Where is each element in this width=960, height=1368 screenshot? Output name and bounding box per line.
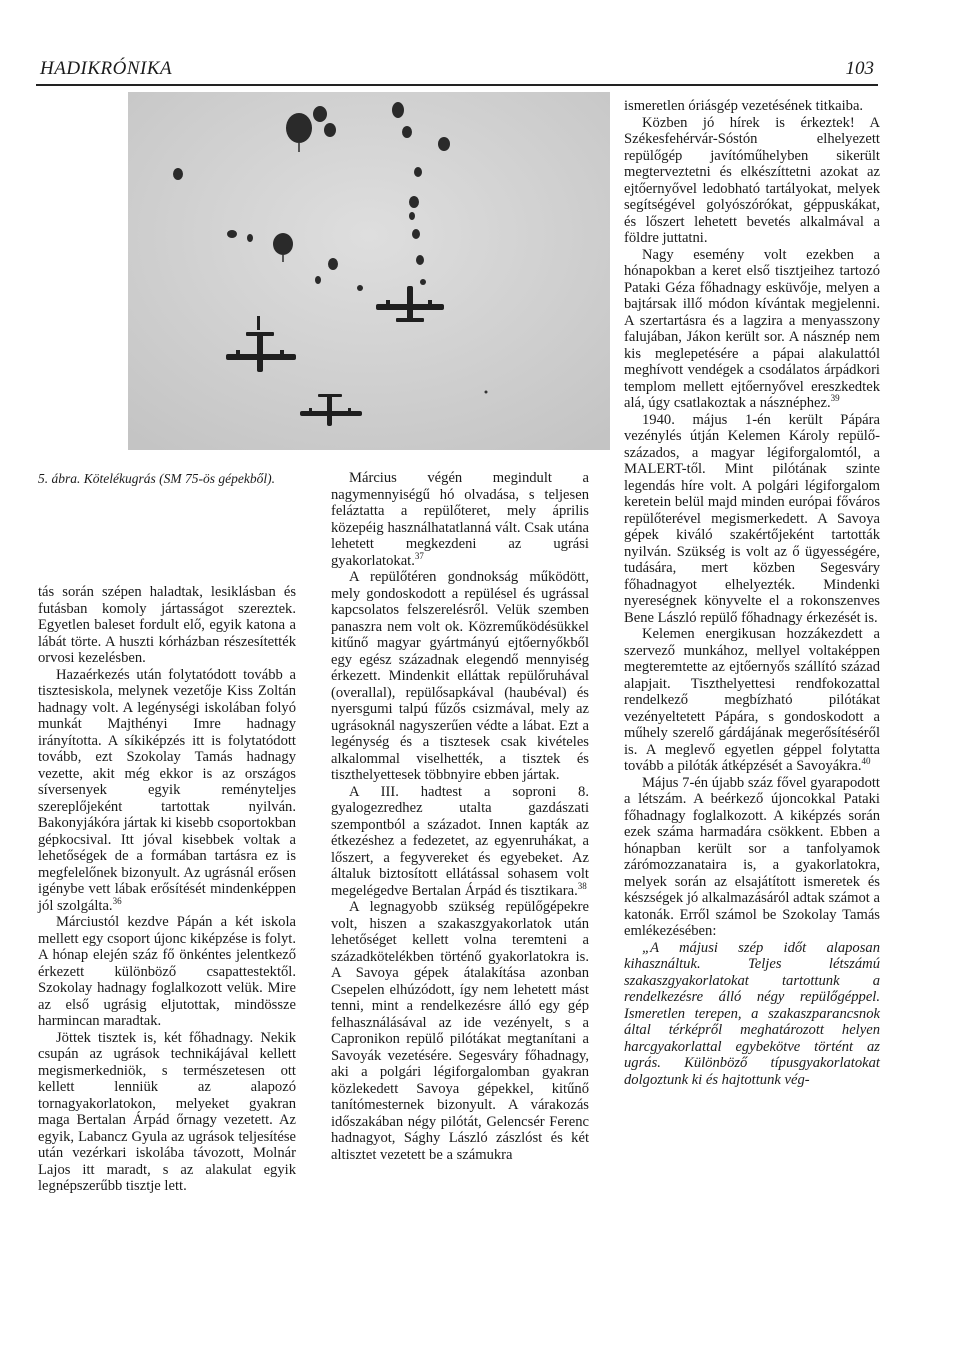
parachute-canopy bbox=[438, 137, 450, 151]
parachute-canopy bbox=[328, 258, 338, 270]
paragraph: Nagy esemény volt ezekben a hónapokban a keret első tisztjeihez tartozó Pataki Géza főhadnagy esküvője, melyen a bajtársak illő módon kívántak megjelenni. A szertartásra és a lagzira a menyasszony falujában, Jákon került sor. A násznép nem kis meglepetésére a pápai alakulattól meghívott vendégek a csodálatos árpádkori templom mellett ejtőernyővel ereszkedtek alá, úgy csatlakoztak a násznéphez.$^{39}$ bbox=[624, 246, 880, 411]
parachute-canopy bbox=[357, 285, 363, 291]
paragraph: Március végén megindult a nagymennyiségű hó olvadása, s teljesen feláztatta a repülőteret, mely április közepéig használhatatlanná vált. Csak utána lehetett megkezdeni az ugrási gyakorlatokat.$^{37}$ bbox=[331, 470, 589, 569]
footnote-ref-37: 37 bbox=[414, 550, 424, 561]
footnote-ref-36: 36 bbox=[112, 895, 122, 906]
text-column-1 bbox=[38, 584, 296, 1195]
page-number: 103 bbox=[845, 58, 874, 79]
parachute-canopy bbox=[286, 113, 312, 143]
photo-illustration bbox=[128, 92, 610, 450]
footnote-ref-39: 39 bbox=[830, 393, 840, 404]
text-column-3 bbox=[624, 98, 880, 1088]
paragraph: Jöttek tisztek is, két főhadnagy. Nekik csupán az ugrások technikájával kellett megismerkedniök, s természetesen ott kellett lenniük az alapozó tornagyakorlatokon, melyeket gyakran maga Bertalan Árpád őrnagy vezetett. Az egyik, Labancz Gyula az ugrások teljesítése után vezérkari iskolába távozott, Molnár Lajos itt maradt, s az alakulat egyik legnépszerűbb tisztje lett. bbox=[38, 1029, 296, 1194]
figure-caption: 5. ábra. Kötelékugrás (SM 75-ös gépekből). bbox=[38, 471, 275, 486]
paragraph: Közben jó hírek is érkeztek! A Székesfehérvár-Sóstón elhelyezett repülőgép javítóműhelyben sikerült megterveztetni és elkészíttetni azokat az ejtőernyővel ledobható tartályokat, melyek segítségével golyószórókat, géppuskákat, és lőszert lehetett bevetés alkalmával a földre juttatni. bbox=[624, 114, 880, 246]
parachute-canopy bbox=[409, 196, 419, 208]
paragraph: A legnagyobb szükség repülőgépekre volt, hiszen a szakaszgyakorlatok után lehetőséget kellett volna teremteni a századkötelékben történő gyakorlatokra is. A Savoya gépek átalakítása azonban Csepelen elhúzódott, így nem lehetett mást tenni, mint a rendelkezésre álló egy gép felhasználásával az ide vezényelt, s a Capronikon repülő pilótákat megtanítani a Savoyák vezetésére. Segesváry főhadnagy, aki a polgári légiforgalomban gyakran közlekedett Savoya gépekkel, kitűnő tanítómesternek bizonyult. A várakozás időszakában négy pilótát, Gelencsér Ferenc hadnagyot, Sághy László zászlóst és két altisztet vezetett be a számukra bbox=[331, 899, 589, 1163]
paragraph: Május 7-én újabb száz fővel gyarapodott a létszám. A beérkező újoncokkal Pataki főhadnagy foglalkozott. A kiképzés során ezek száma harmadára csökkent. Ebben a hónapban került sor a tanfolyamok zárómozzanataira is, a gyakorlatokra, melyek során az elsajátított ismeretek és készségek jó alkalmazásáról adtak számot a katonák. Erről számol be Szokolay Tamás emlékezésében: bbox=[624, 774, 880, 939]
paragraph: Márciustól kezdve Pápán a két iskola mellett egy csoport újonc kiképzése is folyt. A hónap elején száz fő önkéntes jelentkező érkezett különböző csapattestektől. Szokolay hadnagy foglalkozott velük. Mire az első ugrásig eljutottak, mindössze harmincan maradtak. bbox=[38, 914, 296, 1029]
parachute-canopy bbox=[402, 126, 412, 138]
parachute-canopy bbox=[324, 123, 336, 137]
quote-paragraph: „A májusi szép időt alaposan kihasználtuk. Teljes létszámú szakaszgyakorlatokat tartottunk a rendelkezésre álló négy repülőgéppel. Ismeretlen terepen, a szakaszparancsnok által térképről meghatározott helyen harcgyakorlattal egybekötve történt az ugrás. Különböző típusgyakorlatokat dolgoztunk ki és hajtottunk vég- bbox=[624, 939, 880, 1088]
figure-photo-airplanes-parachutes bbox=[128, 92, 610, 450]
parachute-canopy bbox=[392, 102, 404, 118]
paragraph: Kelemen energikusan hozzákezdett a szervező munkához, mellyel voltaképpen megteremtette az ejtőernyős szállító század alapjait. Tiszthelyettesi rendfokozattal rendelkező megbízható pilótákat vezényeltetett Pápára, s gondoskodott a műhely szerelő gárdájának megerősítéséről is. A meglevő egyetlen géppel folytatta tovább a pilóták átképzését a Savoyákra.$^{40}$ bbox=[624, 626, 880, 774]
parachute-canopy bbox=[313, 106, 327, 122]
paragraph: A repülőtéren gondnokság működött, mely gondoskodott a repülésel és ugrással kapcsolatos felszerelésről. Velük szemben panaszra nem volt ok. Közreműködésükkel kitűnő magyar gyártmányú ejtőernyőkből egy egész századnak elegendő mennyiség érkezett. Mindenkit elláttak repülőruhával (overallal), repülősapkával (haubéval) és nyersgumi talpú fűzős csizmával, mely az ugrásoknál nagyszerűen védte a lábat. Ezt a legénység és a tisztesek csak kivételes alkalommal viselhették, a tisztek és tiszthelyettesek többnyire ebben jártak. bbox=[331, 569, 589, 783]
parachute-canopy bbox=[173, 168, 183, 180]
footnote-ref-38: 38 bbox=[577, 880, 587, 891]
parachute-canopy bbox=[273, 233, 293, 255]
parachute-canopy bbox=[416, 255, 424, 265]
paragraph: Hazaérkezés után folytatódott tovább a tisztesiskola, melynek vezetője Kiss Zoltán hadnagy volt. A legénységi iskolában folyó munkát Majthényi Imre hadnagy irányította. A síkiképzés itt is folytatódott tovább, ezt Szokolay Tamás hadnagy vezette, akit még ekkor is az országos síversenyek egyik reményteljes szereplőjeként tartottak nyilván. Bakonyjákóra jártak ki kisebb csoportokban gépkocsival. Itt jóval kisebbek voltak a lehetőségek de a formában tartásra ez is megfelelőnek bizonyult. Az ugrásnál erősen igénybe vett lábak erősítését mindenképpen jól szolgálta.$^{36}$ bbox=[38, 666, 296, 914]
parachute-canopy bbox=[409, 212, 415, 220]
text-column-2 bbox=[331, 470, 589, 1163]
parachute-canopy bbox=[414, 167, 422, 177]
paragraph: tás során szépen haladtak, lesiklásban és futásban komoly jártasságot szereztek. Egyetlen baleset fordult elő, egyik katona a lábát törte. A huszti kórházban részesítették orvosi kezelésben. bbox=[38, 584, 296, 666]
journal-title: HADIKRÓNIKA bbox=[40, 58, 173, 79]
parachute-canopy bbox=[315, 276, 321, 284]
sky-background bbox=[128, 92, 610, 450]
paragraph: A III. hadtest a soproni 8. gyalogezredhez utalta gazdászati szempontból a századot. Innen kapták az étkezéshez a fedezetet, az egyenruhákat, a lőszert, a fegyvereket és egyebeket. Az általuk biztosított ellátással sohasem volt megelégedve Bertalan Árpád és tisztikara.$^{38}$ bbox=[331, 783, 589, 899]
paragraph: ismeretlen óriásgép vezetésének titkaiba. bbox=[624, 98, 864, 114]
header-rule bbox=[36, 84, 878, 86]
parachute-canopy bbox=[420, 279, 426, 285]
paragraph: 1940. május 1-én került Pápára vezénylés útján Kelemen Károly repülő-százados, a magyar légiforgalomtól, a MALERT-től. Mint pilótának szinte legendás híre volt. A polgári légiforgalom keretein belül majd minden európai főváros repülőterével megismerkedett. A Savoya gépek kiváló szakértőjeként tartották nyilván. Szükség is volt az ő ügyességére, tudására, mert közben Segesváry főhadnagyot elhelyezték. Mindenki nyereségnek könyvelte el a rokonszenves Bene László repülő főhadnagy érkezését is. bbox=[624, 411, 880, 626]
parachute-canopy bbox=[247, 234, 253, 242]
parachute-canopy bbox=[412, 229, 420, 239]
footnote-ref-40: 40 bbox=[861, 756, 871, 767]
parachute-canopy bbox=[227, 230, 237, 238]
